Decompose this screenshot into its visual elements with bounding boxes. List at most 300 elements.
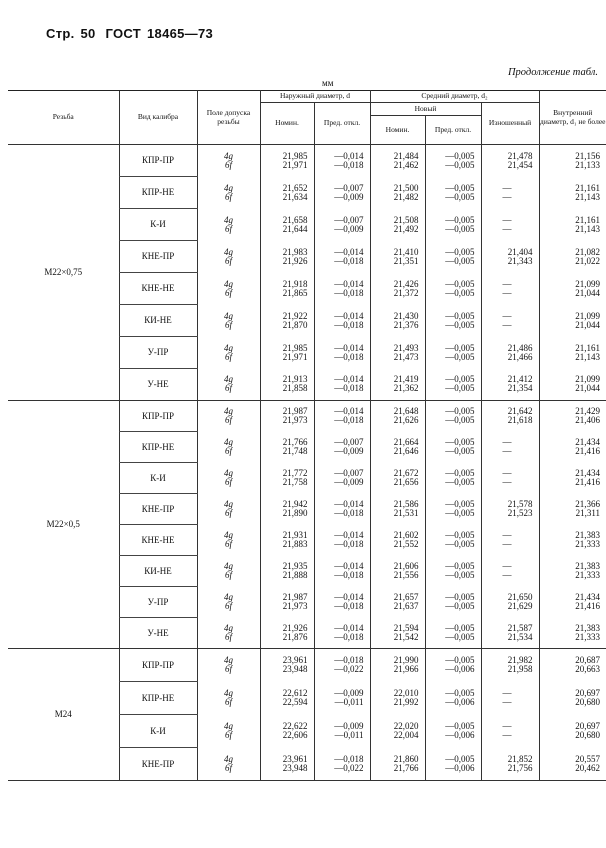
pitch-dev-cell <box>425 682 481 715</box>
tolerance-field-cell <box>197 177 260 209</box>
worn-cell-value: — <box>502 319 512 330</box>
outer-dev-cell-value: —0,022 <box>334 762 364 773</box>
outer-dev-cell-value: —0,007 <box>334 214 364 225</box>
inner-diameter-cell-value: 20,663 <box>575 664 601 675</box>
inner-diameter-cell-value: 21,416 <box>575 477 601 487</box>
inner-diameter-cell-value: 21,156 <box>575 150 601 161</box>
pitch-dev-cell <box>425 715 481 748</box>
outer-dev-cell-value: —0,018 <box>334 570 364 580</box>
pitch-dev-cell-value: —0,005 <box>445 601 475 611</box>
outer-dev-cell-value: —0,007 <box>334 468 364 478</box>
inner-diameter-cell-value: 21,161 <box>575 182 601 193</box>
worn-cell-value: — <box>502 278 512 289</box>
tolerance-field-cell <box>197 432 260 463</box>
pitch-dev-cell <box>425 556 481 587</box>
inner-diameter-cell <box>539 748 606 781</box>
worn-cell-value: — <box>502 310 512 321</box>
outer-nom-cell-value: 21,973 <box>282 415 308 426</box>
outer-dev-cell-value: —0,014 <box>334 592 364 602</box>
outer-nom-cell-value: 23,961 <box>282 753 308 764</box>
outer-nom-cell <box>260 305 314 337</box>
tolerance-field-cell-value: 4g <box>224 622 233 633</box>
pitch-nom-cell-value: 21,462 <box>393 159 419 170</box>
gauge-type-cell: У-НЕ <box>119 618 197 649</box>
outer-dev-cell <box>314 241 370 273</box>
pitch-dev-cell-value: —0,005 <box>445 721 475 731</box>
tolerance-field-cell-value: 4g <box>224 310 233 321</box>
col-outer-diameter: Наружный диаметр, d <box>260 91 370 103</box>
inner-diameter-cell-value: 21,416 <box>575 601 601 611</box>
pitch-dev-cell <box>425 337 481 369</box>
worn-cell <box>481 649 539 682</box>
inner-diameter-cell-value: 21,383 <box>575 622 601 633</box>
pitch-dev-cell-value: —0,005 <box>445 223 475 234</box>
inner-diameter-cell-value: 21,434 <box>575 437 601 447</box>
pitch-dev-cell-value: —0,005 <box>445 342 475 353</box>
worn-cell-value: 21,618 <box>507 415 533 426</box>
pitch-dev-cell-value: —0,005 <box>445 415 475 426</box>
gauge-type-cell: КПР-ПР <box>119 649 197 682</box>
outer-nom-cell-value: 21,935 <box>282 561 308 571</box>
tolerance-field-cell-value: 4g <box>224 688 233 698</box>
col-pitch-dev: Пред. откл. <box>425 116 481 145</box>
outer-dev-cell-value: —0,009 <box>334 446 364 456</box>
outer-nom-cell <box>260 525 314 556</box>
outer-nom-cell-value: 21,883 <box>282 539 308 549</box>
outer-nom-cell-value: 21,865 <box>282 287 308 298</box>
table-row <box>8 145 606 177</box>
tolerance-field-cell-value: 6f <box>224 570 232 580</box>
pitch-nom-cell <box>370 305 425 337</box>
outer-nom-cell <box>260 463 314 494</box>
outer-dev-cell-value: —0,007 <box>334 437 364 447</box>
outer-nom-cell-value: 23,948 <box>282 762 308 773</box>
pitch-nom-cell-value: 21,594 <box>393 622 419 633</box>
outer-dev-cell <box>314 369 370 401</box>
outer-dev-cell <box>314 618 370 649</box>
pitch-dev-cell-value: —0,005 <box>445 246 475 257</box>
pitch-nom-cell-value: 21,626 <box>393 415 419 426</box>
outer-nom-cell-value: 21,983 <box>282 246 308 257</box>
tolerance-field-cell-value: 4g <box>224 406 233 417</box>
tolerance-field-cell <box>197 209 260 241</box>
inner-diameter-cell-value: 20,462 <box>575 762 601 773</box>
table-body <box>8 145 606 781</box>
pitch-nom-cell <box>370 587 425 618</box>
pitch-dev-cell-value: —0,006 <box>445 730 475 740</box>
outer-nom-cell <box>260 494 314 525</box>
outer-dev-cell <box>314 337 370 369</box>
worn-cell <box>481 241 539 273</box>
worn-cell <box>481 177 539 209</box>
pitch-dev-cell-value: —0,005 <box>445 570 475 580</box>
tolerance-field-cell-value: 4g <box>224 499 233 509</box>
outer-dev-cell-value: —0,014 <box>334 561 364 571</box>
outer-nom-cell-value: 21,931 <box>282 530 308 540</box>
tolerance-field-cell <box>197 748 260 781</box>
worn-cell <box>481 525 539 556</box>
outer-dev-cell-value: —0,014 <box>334 406 364 417</box>
worn-cell-value: — <box>502 730 512 740</box>
outer-dev-cell-value: —0,014 <box>334 150 364 161</box>
pitch-nom-cell-value: 21,492 <box>393 223 419 234</box>
inner-diameter-cell <box>539 618 606 649</box>
outer-nom-cell-value: 23,961 <box>282 655 308 666</box>
outer-nom-cell-value: 21,913 <box>282 374 308 385</box>
outer-dev-cell-value: —0,007 <box>334 182 364 193</box>
inner-diameter-cell <box>539 525 606 556</box>
tolerance-field-cell <box>197 525 260 556</box>
outer-nom-cell <box>260 209 314 241</box>
tolerance-field-cell-value: 4g <box>224 150 233 161</box>
pitch-dev-cell <box>425 177 481 209</box>
outer-nom-cell-value: 21,973 <box>282 601 308 611</box>
pitch-nom-cell-value: 21,362 <box>393 383 419 394</box>
inner-diameter-cell-value: 21,406 <box>575 415 601 426</box>
worn-cell-value: — <box>502 287 512 298</box>
tolerance-field-cell-value: 6f <box>224 255 232 266</box>
gauge-type-cell: КНЕ-НЕ <box>119 525 197 556</box>
inner-diameter-cell-value: 21,429 <box>575 406 601 417</box>
pitch-nom-cell-value: 21,637 <box>393 601 419 611</box>
pitch-nom-cell-value: 22,020 <box>393 721 419 731</box>
gauge-type-cell: КПР-ПР <box>119 145 197 177</box>
tolerance-field-cell <box>197 715 260 748</box>
outer-dev-cell <box>314 177 370 209</box>
outer-dev-cell <box>314 273 370 305</box>
inner-diameter-cell <box>539 401 606 432</box>
pitch-nom-cell-value: 21,508 <box>393 214 419 225</box>
inner-diameter-cell-value: 21,099 <box>575 310 601 321</box>
pitch-nom-cell <box>370 525 425 556</box>
worn-cell-value: — <box>502 446 512 456</box>
pitch-nom-cell-value: 21,482 <box>393 191 419 202</box>
outer-dev-cell <box>314 494 370 525</box>
outer-nom-cell <box>260 145 314 177</box>
tolerance-field-cell-value: 6f <box>224 697 232 707</box>
pitch-nom-cell <box>370 494 425 525</box>
tolerance-field-cell-value: 4g <box>224 753 233 764</box>
worn-cell <box>481 715 539 748</box>
worn-cell-value: — <box>502 539 512 549</box>
tolerance-field-cell-value: 4g <box>224 592 233 602</box>
inner-diameter-cell-value: 21,333 <box>575 539 601 549</box>
gauge-type-cell: У-НЕ <box>119 369 197 401</box>
worn-cell <box>481 369 539 401</box>
pitch-dev-cell-value: —0,005 <box>445 622 475 633</box>
gauge-type-cell: У-ПР <box>119 337 197 369</box>
worn-cell-value: — <box>502 477 512 487</box>
tolerance-field-cell-value: 4g <box>224 468 233 478</box>
outer-nom-cell-value: 21,926 <box>282 622 308 633</box>
outer-nom-cell <box>260 177 314 209</box>
table-header <box>8 91 606 145</box>
inner-diameter-cell <box>539 145 606 177</box>
pitch-dev-cell <box>425 369 481 401</box>
pitch-dev-cell-value: —0,005 <box>445 592 475 602</box>
worn-cell <box>481 618 539 649</box>
pitch-dev-cell-value: —0,005 <box>445 499 475 509</box>
pitch-nom-cell-value: 21,484 <box>393 150 419 161</box>
outer-nom-cell-value: 21,926 <box>282 255 308 266</box>
pitch-dev-cell <box>425 618 481 649</box>
pitch-nom-cell-value: 21,372 <box>393 287 419 298</box>
tolerance-field-cell <box>197 145 260 177</box>
tolerance-field-cell-value: 6f <box>224 223 232 234</box>
worn-cell-value: 21,534 <box>507 631 533 642</box>
tolerance-field-cell-value: 4g <box>224 214 233 225</box>
tolerance-field-cell <box>197 556 260 587</box>
outer-dev-cell-value: —0,018 <box>334 287 364 298</box>
inner-diameter-cell <box>539 432 606 463</box>
pitch-dev-cell-value: —0,005 <box>445 753 475 764</box>
outer-dev-cell <box>314 209 370 241</box>
tolerance-table <box>8 90 606 781</box>
outer-nom-cell <box>260 618 314 649</box>
col-inner-diameter: Внутренний диаметр, d₁ не более <box>539 91 606 145</box>
worn-cell <box>481 273 539 305</box>
tolerance-field-cell-value: 4g <box>224 655 233 666</box>
outer-dev-cell-value: —0,014 <box>334 622 364 633</box>
worn-cell-value: 21,587 <box>507 622 533 633</box>
worn-cell-value: 21,354 <box>507 383 533 394</box>
pitch-dev-cell-value: —0,005 <box>445 159 475 170</box>
thread-cell: M22×0,5 <box>8 401 119 649</box>
gauge-type-cell: КНЕ-ПР <box>119 241 197 273</box>
outer-dev-cell-value: —0,018 <box>334 655 364 666</box>
col-outer-nom: Номин. <box>260 103 314 145</box>
pitch-nom-cell-value: 21,656 <box>393 477 419 487</box>
tolerance-field-cell-value: 4g <box>224 561 233 571</box>
inner-diameter-cell-value: 21,022 <box>575 255 601 266</box>
pitch-nom-cell-value: 21,966 <box>393 664 419 675</box>
outer-dev-cell-value: —0,018 <box>334 753 364 764</box>
outer-dev-cell-value: —0,014 <box>334 278 364 289</box>
pitch-nom-cell <box>370 748 425 781</box>
tolerance-field-cell <box>197 273 260 305</box>
tolerance-field-cell-value: 6f <box>224 664 232 675</box>
inner-diameter-cell <box>539 463 606 494</box>
worn-cell <box>481 682 539 715</box>
worn-cell-value: 21,412 <box>507 374 533 385</box>
outer-dev-cell-value: —0,014 <box>334 310 364 321</box>
inner-diameter-cell-value: 21,082 <box>575 246 601 257</box>
col-tolerance-field: Поле допуска резьбы <box>197 91 260 145</box>
pitch-dev-cell <box>425 305 481 337</box>
outer-dev-cell-value: —0,018 <box>334 539 364 549</box>
continuation-note: Продолжение табл. <box>507 67 598 78</box>
outer-dev-cell <box>314 587 370 618</box>
outer-nom-cell-value: 21,987 <box>282 592 308 602</box>
inner-diameter-cell-value: 21,143 <box>575 191 601 202</box>
pitch-nom-cell <box>370 273 425 305</box>
outer-nom-cell <box>260 715 314 748</box>
gauge-type-cell: КНЕ-ПР <box>119 494 197 525</box>
tolerance-field-cell-value: 4g <box>224 374 233 385</box>
pitch-dev-cell-value: —0,005 <box>445 508 475 518</box>
pitch-dev-cell-value: —0,005 <box>445 351 475 362</box>
worn-cell-value: — <box>502 223 512 234</box>
tolerance-field-cell-value: 6f <box>224 477 232 487</box>
page-label: Стр. <box>46 26 75 41</box>
pitch-dev-cell <box>425 401 481 432</box>
inner-diameter-cell-value: 20,697 <box>575 721 601 731</box>
worn-cell-value: 21,629 <box>507 601 533 611</box>
inner-diameter-cell-value: 21,383 <box>575 530 601 540</box>
outer-dev-cell-value: —0,018 <box>334 383 364 394</box>
unit-label: мм <box>322 78 334 88</box>
standard-number: 18465—73 <box>147 26 214 41</box>
tolerance-field-cell <box>197 401 260 432</box>
outer-dev-cell-value: —0,018 <box>334 601 364 611</box>
outer-dev-cell-value: —0,014 <box>334 499 364 509</box>
col-outer-dev: Пред. откл. <box>314 103 370 145</box>
gauge-type-cell: КИ-НЕ <box>119 305 197 337</box>
pitch-nom-cell-value: 21,376 <box>393 319 419 330</box>
pitch-nom-cell-value: 21,672 <box>393 468 419 478</box>
col-gauge-type: Вид калибра <box>119 91 197 145</box>
outer-dev-cell-value: —0,018 <box>334 631 364 642</box>
outer-dev-cell <box>314 305 370 337</box>
inner-diameter-cell-value: 20,697 <box>575 688 601 698</box>
worn-cell-value: — <box>502 697 512 707</box>
worn-cell-value: 21,454 <box>507 159 533 170</box>
outer-nom-cell-value: 21,987 <box>282 406 308 417</box>
pitch-nom-cell-value: 21,430 <box>393 310 419 321</box>
inner-diameter-cell-value: 20,680 <box>575 697 601 707</box>
inner-diameter-cell-value: 21,333 <box>575 631 601 642</box>
outer-nom-cell <box>260 748 314 781</box>
outer-dev-cell <box>314 649 370 682</box>
inner-diameter-cell-value: 21,434 <box>575 592 601 602</box>
worn-cell <box>481 587 539 618</box>
pitch-nom-cell-value: 22,004 <box>393 730 419 740</box>
outer-dev-cell-value: —0,009 <box>334 721 364 731</box>
worn-cell-value: 21,982 <box>507 655 533 666</box>
pitch-nom-cell <box>370 209 425 241</box>
tolerance-field-cell <box>197 682 260 715</box>
worn-cell-value: — <box>502 570 512 580</box>
outer-nom-cell-value: 21,748 <box>282 446 308 456</box>
outer-nom-cell-value: 21,971 <box>282 351 308 362</box>
pitch-nom-cell-value: 21,606 <box>393 561 419 571</box>
tolerance-field-cell-value: 4g <box>224 278 233 289</box>
tolerance-field-cell-value: 6f <box>224 446 232 456</box>
worn-cell-value: 21,478 <box>507 150 533 161</box>
inner-diameter-cell-value: 21,161 <box>575 214 601 225</box>
outer-dev-cell <box>314 748 370 781</box>
tolerance-field-cell-value: 6f <box>224 631 232 642</box>
outer-nom-cell-value: 21,876 <box>282 631 308 642</box>
outer-dev-cell-value: —0,011 <box>334 697 364 707</box>
col-thread: Резьба <box>8 91 119 145</box>
pitch-dev-cell-value: —0,005 <box>445 561 475 571</box>
inner-diameter-cell-value: 21,366 <box>575 499 601 509</box>
outer-nom-cell-value: 21,766 <box>282 437 308 447</box>
pitch-nom-cell-value: 21,426 <box>393 278 419 289</box>
pitch-nom-cell-value: 21,657 <box>393 592 419 602</box>
inner-diameter-cell <box>539 494 606 525</box>
tolerance-field-cell <box>197 587 260 618</box>
gauge-type-cell: КПР-НЕ <box>119 432 197 463</box>
pitch-dev-cell <box>425 525 481 556</box>
pitch-nom-cell <box>370 177 425 209</box>
tolerance-field-cell-value: 4g <box>224 246 233 257</box>
outer-dev-cell-value: —0,014 <box>334 246 364 257</box>
pitch-nom-cell <box>370 556 425 587</box>
gauge-type-cell: КНЕ-ПР <box>119 748 197 781</box>
inner-diameter-cell <box>539 209 606 241</box>
tolerance-field-cell-value: 6f <box>224 287 232 298</box>
worn-cell <box>481 556 539 587</box>
pitch-dev-cell <box>425 748 481 781</box>
tolerance-field-cell-value: 6f <box>224 191 232 202</box>
pitch-nom-cell-value: 21,602 <box>393 530 419 540</box>
standard-label: ГОСТ <box>105 26 142 41</box>
pitch-dev-cell-value: —0,005 <box>445 468 475 478</box>
pitch-nom-cell-value: 21,664 <box>393 437 419 447</box>
outer-dev-cell-value: —0,011 <box>334 730 364 740</box>
outer-nom-cell-value: 21,652 <box>282 182 308 193</box>
table-row <box>8 401 606 432</box>
outer-dev-cell <box>314 432 370 463</box>
pitch-nom-cell-value: 21,556 <box>393 570 419 580</box>
inner-diameter-cell-value: 20,557 <box>575 753 601 764</box>
worn-cell-value: 21,650 <box>507 592 533 602</box>
inner-diameter-cell-value: 21,044 <box>575 287 601 298</box>
outer-nom-cell <box>260 649 314 682</box>
pitch-dev-cell-value: —0,005 <box>445 182 475 193</box>
outer-dev-cell-value: —0,014 <box>334 342 364 353</box>
col-pitch-nom: Номин. <box>370 116 425 145</box>
inner-diameter-cell-value: 21,416 <box>575 446 601 456</box>
pitch-dev-cell-value: —0,005 <box>445 214 475 225</box>
tolerance-field-cell <box>197 463 260 494</box>
pitch-nom-cell <box>370 369 425 401</box>
outer-nom-cell-value: 21,942 <box>282 499 308 509</box>
col-worn: Изношенный <box>481 103 539 145</box>
pitch-nom-cell-value: 21,648 <box>393 406 419 417</box>
outer-nom-cell-value: 21,758 <box>282 477 308 487</box>
outer-nom-cell <box>260 556 314 587</box>
worn-cell-value: 21,756 <box>507 762 533 773</box>
tolerance-field-cell <box>197 369 260 401</box>
tolerance-field-cell-value: 4g <box>224 342 233 353</box>
worn-cell-value: 21,466 <box>507 351 533 362</box>
tolerance-field-cell-value: 6f <box>224 159 232 170</box>
outer-nom-cell-value: 22,622 <box>282 721 308 731</box>
outer-nom-cell <box>260 337 314 369</box>
pitch-nom-cell-value: 21,493 <box>393 342 419 353</box>
worn-cell <box>481 209 539 241</box>
outer-dev-cell-value: —0,014 <box>334 530 364 540</box>
pitch-nom-cell-value: 21,860 <box>393 753 419 764</box>
outer-nom-cell-value: 22,606 <box>282 730 308 740</box>
gauge-type-cell: К-И <box>119 715 197 748</box>
outer-dev-cell-value: —0,009 <box>334 191 364 202</box>
outer-dev-cell-value: —0,009 <box>334 688 364 698</box>
outer-dev-cell-value: —0,018 <box>334 159 364 170</box>
tolerance-field-cell <box>197 241 260 273</box>
outer-nom-cell <box>260 682 314 715</box>
pitch-nom-cell <box>370 145 425 177</box>
tolerance-field-cell <box>197 649 260 682</box>
inner-diameter-cell-value: 21,044 <box>575 319 601 330</box>
worn-cell-value: — <box>502 688 512 698</box>
pitch-nom-cell <box>370 432 425 463</box>
outer-dev-cell-value: —0,018 <box>334 351 364 362</box>
pitch-dev-cell-value: —0,005 <box>445 319 475 330</box>
